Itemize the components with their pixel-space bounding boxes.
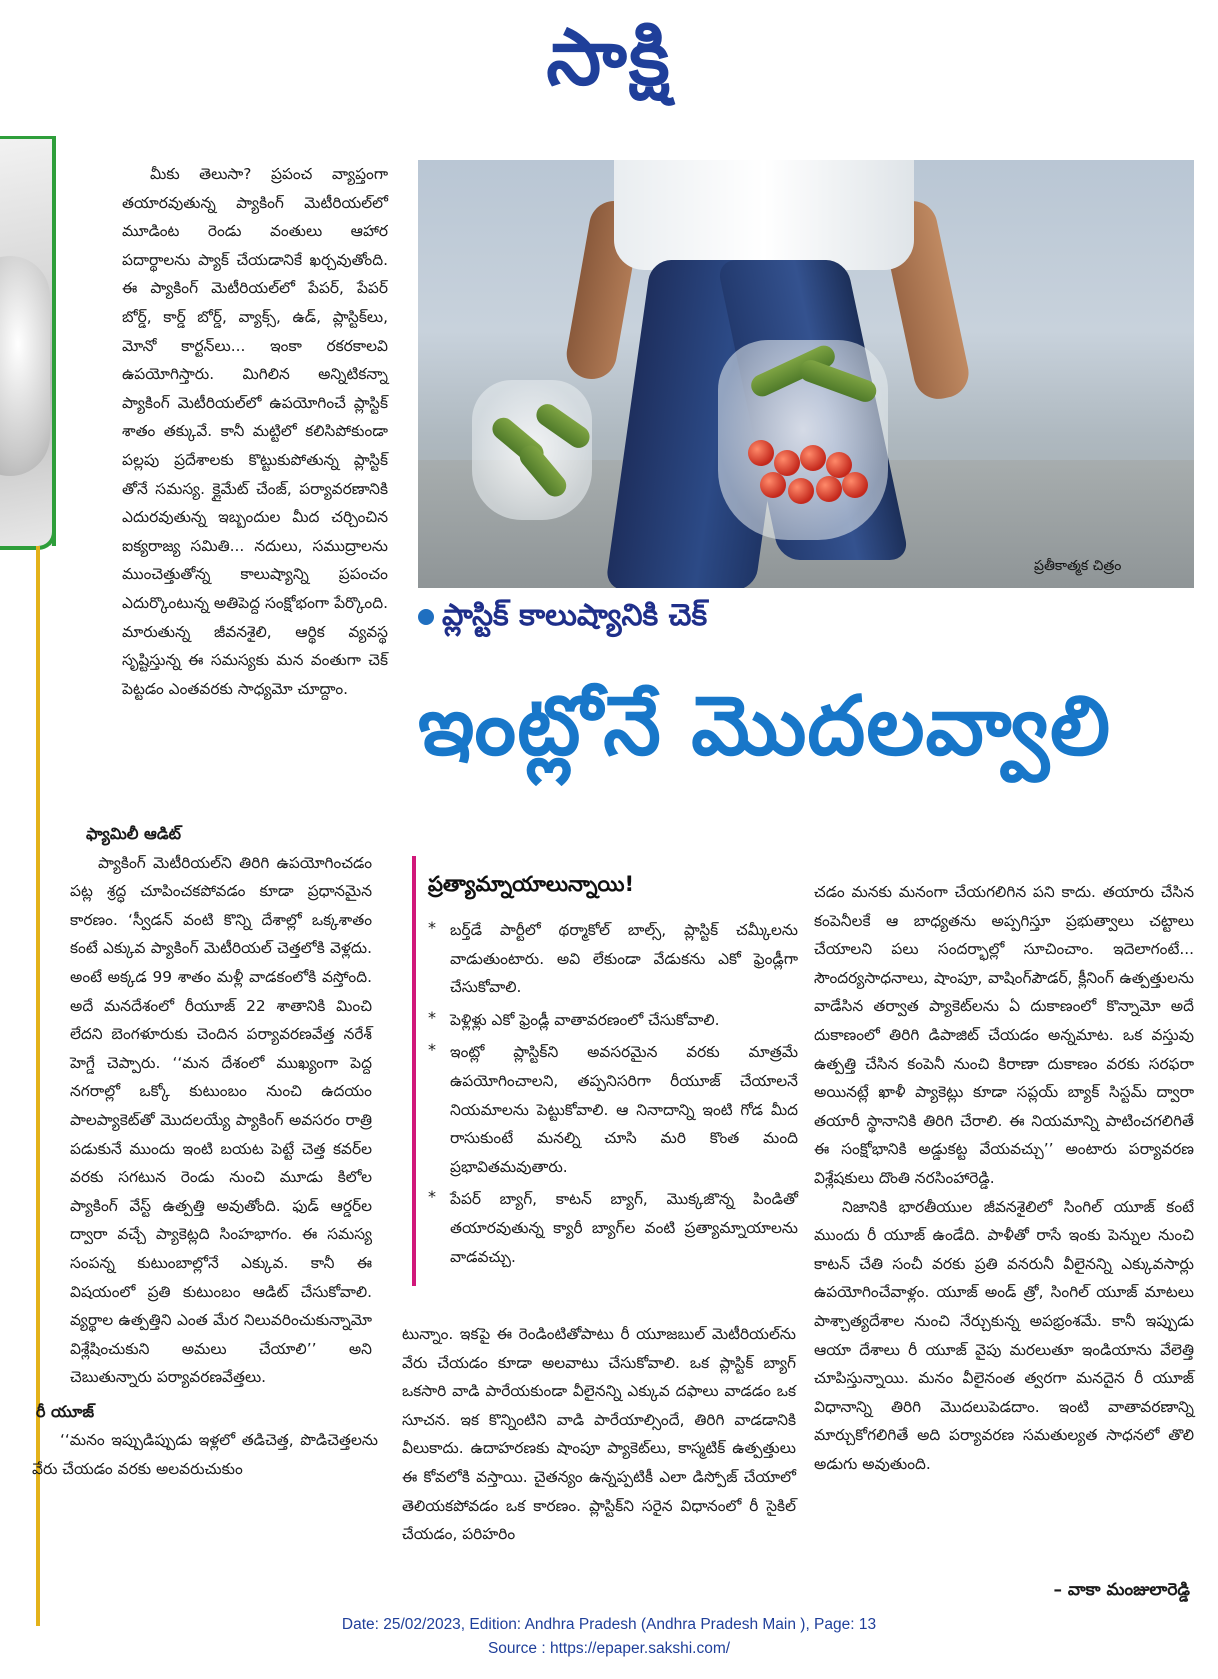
family-audit-section xyxy=(16,820,378,1484)
list-item: * బర్త్‌డే పార్టీలో థర్మాకోల్ బాల్స్, ప్లాస్టిక్ చమ్కీలను వాడుతుంటారు. అవి లేకుండా వేడుకను ఎకో ఫ్రెండ్లీగా చేసుకోవాలి. xyxy=(428,916,798,1002)
green-rule-top xyxy=(0,136,56,139)
alternatives-title: ప్రత్యామ్నాయాలున్నాయి! xyxy=(428,872,635,896)
intro-paragraph: మీకు తెలుసా? ప్రపంచ వ్యాప్తంగా తయారవుతున్న ప్యాకింగ్ మెటీరియల్‌లో మూడింట రెండు వంతులు ఆహార పదార్థాలను ప్యాక్ చేయడానికే ఖర్చవుతోంది. ఈ ప్యాకింగ్ మెటీరియల్‌లో పేపర్, పేపర్ బోర్డ్, కార్డ్ బోర్డ్, వ్యాక్స్, ఉడ్, ప్లాస్టిక్‌లు, మోనో కార్టన్‌లు... ఇంకా రకరకాలవి ఉపయోగిస్తారు. మిగిలిన అన్నిటికన్నా ప్యాకింగ్ మెటీరియల్‌లో ఉపయోగించే ప్లాస్టిక్ శాతం తక్కువే. కానీ మట్టిలో కలిసిపోకుండా పల్లపు ప్రదేశాలకు కొట్టుకుపోతున్న ప్లాస్టిక్ తోనే సమస్య. క్లైమేట్ చేంజ్, పర్యావరణానికి ఎదురవుతున్న ఇబ్బందుల మీద చర్చించిన ఐక్యరాజ్య సమితి... నదులు, సముద్రాలను ముంచెత్తుతోన్న కాలుష్యాన్ని ప్రపంచం ఎదుర్కొంటున్న అతిపెద్ద సంక్షోభంగా పేర్కొంది. మారుతున్న జీవనశైలి, ఆర్థిక వ్యవస్థ సృష్టిస్తున్న ఈ సమస్యకు మన వంతుగా చెక్ పెట్టడం ఎంతవరకు సాధ్యమో చూద్దాం. xyxy=(122,165,388,698)
headline: ఇంట్లోనే మొదలవ్వాలి xyxy=(418,679,1112,774)
footer-source: Source : https://epaper.sakshi.com/ xyxy=(487,1640,731,1657)
footer-date-edition: Date: 25/02/2023, Edition: Andhra Pradesh (Andhra Pradesh Main ), Page: 13 xyxy=(341,1616,877,1633)
reuse-text: ‘‘మనం ఇప్పుడిప్పుడు ఇళ్లలో తడిచెత్త, పొడిచెత్తలను వేరు చేయడం వరకు అలవరుచుకుం xyxy=(32,1431,378,1479)
list-item: * పేపర్ బ్యాగ్, కాటన్ బ్యాగ్, మొక్కజొన్న పిండితో తయారవుతున్న క్యారీ బ్యాగ్‌ల వంటి ప్రత్యామ్నాయాలను వాడవచ్చు. xyxy=(428,1185,798,1271)
kicker xyxy=(418,598,707,640)
asterisk-icon: * xyxy=(428,1187,436,1207)
kicker-text: ప్లాస్టిక్ కాలుష్యానికి చెక్ xyxy=(442,598,708,633)
bullet-dot-icon xyxy=(418,609,434,625)
list-item: * పెళ్లిళ్లు ఎకో ఫ్రెండ్లీ వాతావరణంలో చేసుకోవాలి. xyxy=(428,1006,798,1035)
asterisk-icon: * xyxy=(428,1040,436,1060)
middle-column-text: టున్నాం. ఇకపై ఈ రెండింటితోపాటు రీ యూజబుల్ మెటీరియల్‌ను వేరు చేయడం కూడా అలవాటు చేసుకోవాలి. ఒక ప్లాస్టిక్ బ్యాగ్ ఒకసారి వాడి పారేయకుండా వీలైనన్ని ఎక్కువ దఫాలు వాడడం ఒక సూచన. ఇక కొన్నింటిని వాడి పారేయాల్సిందే, తిరిగి వాడడానికి వీలుకాదు. ఉదాహరణకు షాంపూ ప్యాకెట్‌లు, కాస్మటిక్ ఉత్పత్తులు ఈ కోవలోకి వస్తాయి. చైతన్యం ఉన్నప్పటికీ ఎలా డిస్పోజ్ చేయాలో తెలియకపోవడం ఒక కారణం. ప్లాస్టిక్‌ని సరైన విధానంలో రీ సైకిల్ చేయడం, పరిహరిం xyxy=(402,1325,796,1544)
asterisk-icon: * xyxy=(428,1007,436,1027)
right-para-2: నిజానికి భారతీయుల జీవనశైలిలో సింగిల్ యూజ్ కంటే ముందు రీ యూజ్ ఉండేది. పాళీతో రాసే ఇంకు పెన్నుల నుంచి కాటన్ చేతి సంచీ వరకు ప్రతి వనరునీ వీలైనన్ని ఎక్కువసార్లు ఉపయోగించేవాళ్లం. యూజ్ అండ్ త్రో, సింగిల్ యూజ్ మాటలు పాశ్చాత్యదేశాల నుంచి నేర్చుకున్న అపభ్రంశమే. కానీ ఇప్పుడు ఆయా దేశాలు రీ యూజ్ వైపు మరలుతూ ఇండియాను వేలెత్తి చూపిస్తున్నాయి. మనం వీలైనంత త్వరగా మనదైన రీ యూజ్ విధానాన్ని తిరిగి మొదలుపెడదాం. ఇంటి వాతావరణాన్ని మార్చుకోగలిగితే అది పర్యావరణ సమతుల్యత సాధనలో తొలి అడుగు అవుతుంది. xyxy=(814,1197,1194,1473)
box-accent-rule xyxy=(412,856,416,1286)
alternatives-list xyxy=(428,916,798,1275)
main-photo xyxy=(418,160,1194,588)
green-rule-curve xyxy=(0,520,56,550)
byline: – వాకా మంజులారెడ్డి xyxy=(1053,1580,1190,1600)
right-column xyxy=(814,878,1194,1478)
right-para-1: చడం మనకు మనంగా చేయగలిగిన పని కాదు. తయారు చేసిన కంపెనీలకే ఆ బాధ్యతను అప్పగిస్తూ ప్రభుత్వాలు చట్టాలు చేయాలని పలు సందర్భాల్లో సూచించాం. ఇదెలాగంటే... సౌందర్యసాధనాలు, షాంపూ, వాషింగ్‌పౌడర్, క్లీనింగ్ ఉత్పత్తులను వాడేసిన తర్వాత ప్యాకెట్‌లను ఏ దుకాణంలో కొన్నామో అదే దుకాణంలో తిరిగి డిపాజిట్ చేయడం అన్నమాట. ఒక వస్తువు ఉత్పత్తి చేసిన కంపెనీ నుంచి కిరాణా దుకాణం వరకు సరఫరా అయినట్లే ఖాళీ ప్యాకెట్లు కూడా సప్లయ్ బ్యాక్ సిస్టమ్ ద్వారా తయారీ స్థానానికి తిరిగి చేరాలి. ఈ నియమాన్ని పాటించగలిగితే ఈ సంక్షోభానికి అడ్డుకట్ట వేయవచ్చు’’ అంటారు పర్యావరణ విశ్లేషకులు దొంతి నరసింహారెడ్డి. xyxy=(814,883,1194,1187)
family-audit-text: ప్యాకింగ్ మెటీరియల్‌ని తిరిగి ఉపయోగించడం పట్ల శ్రద్ధ చూపించకపోవడం కూడా ప్రధానమైన కారణం. ‘స్వీడన్ వంటి కొన్ని దేశాల్లో ఒక్కశాతం కంటే ఎక్కువ ప్యాకింగ్ మెటీరియల్ చెత్తలోకి వెళ్లదు. అంటే అక్కడ 99 శాతం మళ్లీ వాడకంలోకి వస్తోంది. అదే మనదేశంలో రీయూజ్ 22 శాతానికి మించి లేదని బెంగళూరుకు చెందిన పర్యావరణవేత్త నరేశ్ హెగ్డే చెప్పారు. ‘‘మన దేశంలో ముఖ్యంగా పెద్ద నగరాల్లో ఒక్కో కుటుంబం నుంచి ఉదయం పాలప్యాకెట్‌తో మొదలయ్యే ప్యాకింగ్ అవసరం రాత్రి పడుకునే ముందు ఇంటి బయట పెట్టే చెత్త కవర్‌ల వరకు సగటున రెండు నుంచి మూడు కిలోల ప్యాకింగ్ వేస్ట్ ఉత్పత్తి అవుతోంది. ఫుడ్ ఆర్డర్‌ల ద్వారా వచ్చే ప్యాకెట్లది సింహభాగం. ఈ సమస్య సంపన్న కుటుంబాల్లోనే ఎక్కువ. కానీ ఈ విషయంలో ప్రతి కుటుంబం ఆడిట్ చేసుకోవాలి. వ్యర్థాల ఉత్పత్తిని ఎంత మేర నిలువరించుకున్నామో విశ్లేషించుకుని అమలు చేయాలి’’ అని చెబుతున్నారు పర్యావరణవేత్తలు. xyxy=(70,853,372,1387)
green-rule-vertical xyxy=(52,136,56,546)
left-cropped-photo xyxy=(0,136,52,546)
masthead-logo: సాక్షి xyxy=(546,13,672,103)
photo-credit: ప్రతీకాత్మక చిత్రం xyxy=(1034,558,1122,574)
middle-column xyxy=(402,1320,796,1549)
reuse-heading: రీ యూజ్ xyxy=(36,1401,95,1421)
left-column xyxy=(66,160,388,703)
list-item: * ఇంట్లో ప్లాస్టిక్‌ని అవసరమైన వరకు మాత్రమే ఉపయోగించాలని, తప్పనిసరిగా రీయూజ్ చేయాలనే నియమాలను పెట్టుకోవాలి. ఆ నినాదాన్ని ఇంటి గోడ మీద రాసుకుంటే మనల్ని చూసి మరి కొంత మంది ప్రభావితమవుతారు. xyxy=(428,1038,798,1181)
asterisk-icon: * xyxy=(428,918,436,937)
family-audit-heading: ఫ్యామిలీ ఆడిట్ xyxy=(86,824,182,843)
